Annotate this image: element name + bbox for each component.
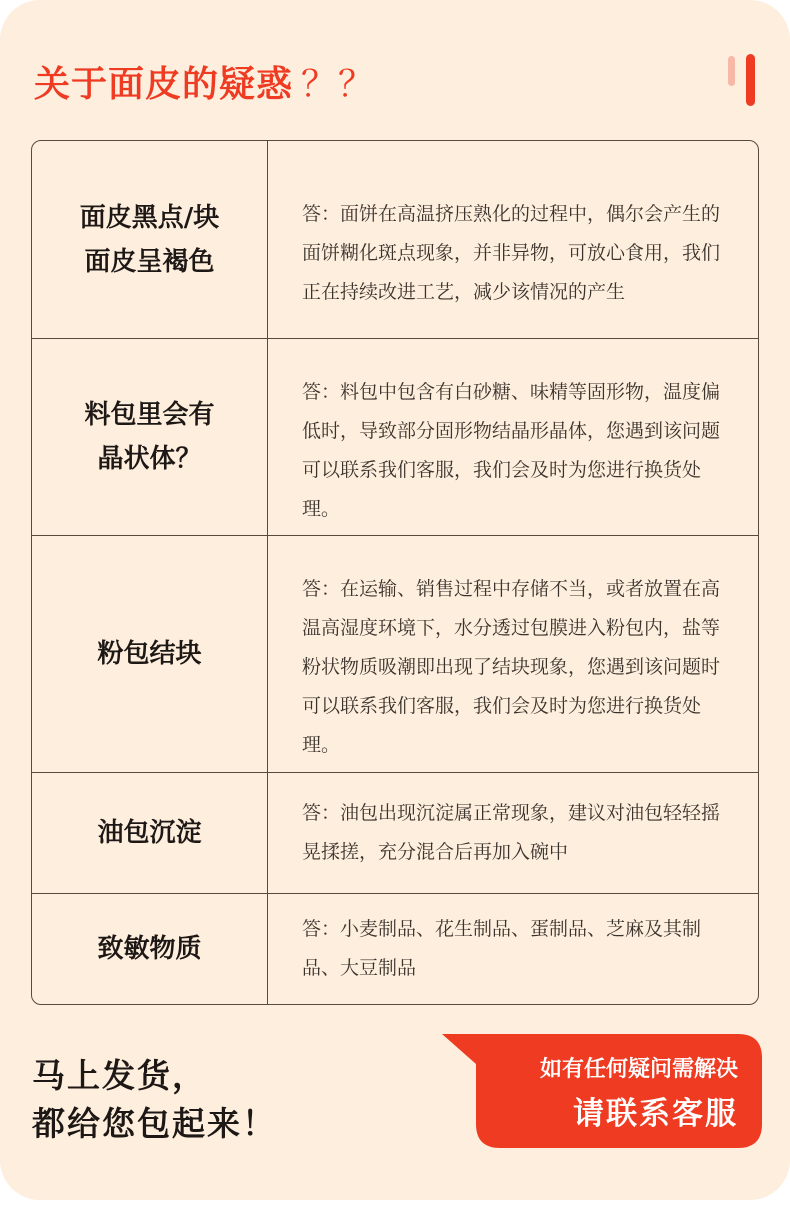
faq-row bbox=[32, 536, 758, 773]
faq-question bbox=[32, 894, 268, 1004]
faq-question-line: 油包沉淀 bbox=[97, 818, 202, 848]
faq-question bbox=[32, 141, 268, 339]
faq-question bbox=[32, 773, 268, 894]
faq-answer: 答：料包中包含有白砂糖、味精等固形物，温度偏低时，导致部分固形物结晶形晶体，您遇到该问题可以联系我们客服，我们会及时为您进行换货处理。 bbox=[302, 380, 721, 520]
faq-answer-cell bbox=[268, 141, 758, 339]
faq-answer: 答：油包出现沉淀属正常现象，建议对油包轻轻摇晃揉搓，充分混合后再加入碗中 bbox=[302, 802, 721, 863]
faq-row bbox=[32, 339, 758, 536]
faq-answer-cell bbox=[268, 536, 758, 773]
page-title bbox=[34, 56, 375, 107]
faq-question-line: 料包里会有 bbox=[84, 400, 215, 430]
cta-line1: 如有任何疑问需解决 bbox=[539, 1057, 738, 1082]
decorative-bar-red bbox=[746, 54, 755, 106]
faq-answer-cell bbox=[268, 339, 758, 536]
faq-row bbox=[32, 894, 758, 1004]
faq-question-line: 晶状体？ bbox=[97, 444, 202, 474]
faq-question-line: 面皮呈褐色 bbox=[84, 246, 215, 277]
faq-question bbox=[32, 339, 268, 536]
faq-question-line: 致敏物质 bbox=[97, 934, 202, 964]
slogan bbox=[32, 1052, 277, 1148]
title-question-marks: ？？ bbox=[301, 64, 376, 105]
faq-row bbox=[32, 773, 758, 894]
faq-question-line: 面皮黑点/块 bbox=[79, 202, 220, 233]
slogan-line: 马上发货， bbox=[32, 1056, 207, 1095]
faq-row bbox=[32, 141, 758, 339]
faq-answer: 答：面饼在高温挤压熟化的过程中，偶尔会产生的面饼糊化斑点现象，并非异物，可放心食用，我们正在持续改进工艺，减少该情况的产生 bbox=[302, 202, 721, 303]
faq-question-line: 粉包结块 bbox=[97, 639, 202, 669]
cta-line2: 请联系客服 bbox=[573, 1096, 738, 1132]
slogan-line: 都给您包起来！ bbox=[32, 1104, 277, 1143]
faq-answer: 答：在运输、销售过程中存储不当，或者放置在高温高湿度环境下，水分透过包膜进入粉包内，盐等粉状物质吸潮即出现了结块现象，您遇到该问题时可以联系我们客服，我们会及时为您进行换货处理。 bbox=[302, 578, 721, 756]
decorative-bar-light bbox=[728, 56, 735, 86]
faq-answer-cell bbox=[268, 773, 758, 894]
faq-answer-cell bbox=[268, 894, 758, 1004]
title-text: 关于面皮的疑惑 bbox=[34, 64, 294, 105]
faq-question bbox=[32, 536, 268, 773]
contact-service-button[interactable] bbox=[442, 1034, 762, 1148]
faq-answer: 答：小麦制品、花生制品、蛋制品、芝麻及其制品、大豆制品 bbox=[302, 918, 702, 979]
faq-table bbox=[31, 140, 759, 1005]
